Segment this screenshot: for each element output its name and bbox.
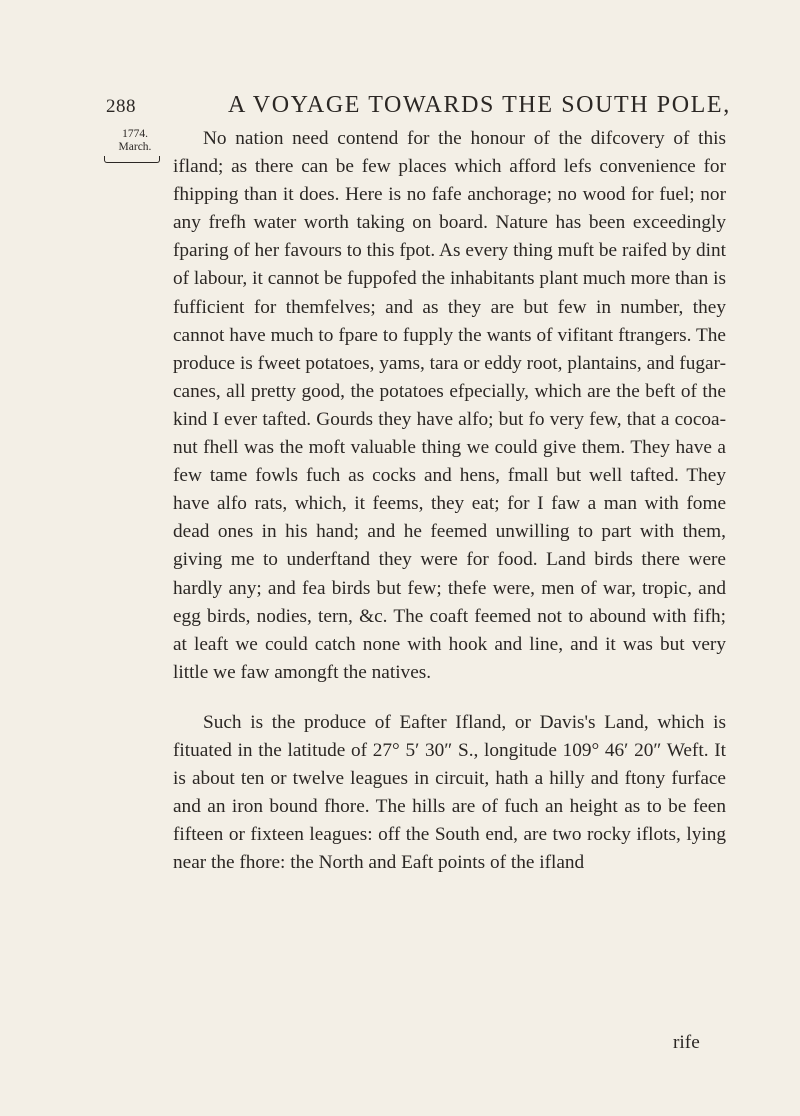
- body-text: [173, 125, 726, 877]
- paragraph-2: Such is the produce of Eafter Ifland, or Davis's Land, which is fituated in the latitude of 27° 5′ 30″ S., longitude 109° 46′ 20″ Weft. It is about ten or twelve leagues in circuit, hath a hilly and ftony furface and an iron bound fhore. The hills are of fuch an height as to be feen fifteen or fixteen leagues: off the South end, are two rocky iflots, lying near the fhore: the North and Eaft points of the ifland: [173, 711, 726, 874]
- margin-month: March.: [118, 141, 152, 153]
- catchword: rife: [673, 1032, 700, 1053]
- margin-year: 1774.: [122, 128, 148, 140]
- running-title: A VOYAGE TOWARDS THE SOUTH POLE,: [228, 92, 731, 118]
- page-number: 288: [106, 96, 136, 117]
- brace-ornament: [104, 156, 160, 163]
- paragraph-1: No nation need contend for the honour of the difcovery of this ifland; as there can be few places which afford lefs convenience for fhipping than it does. Here is no fafe anchorage; no wood for fuel; nor any frefh water worth taking on board. Nature has been exceedingly fparing of her favours to this fpot. As every thing muft be raifed by dint of labour, it cannot be fuppofed the inhabitants plant much more than is fufficient for themfelves; and as they are but few in number, they cannot have much to fpare to fupply the wants of vifitant ftrangers. The produce is fweet potatoes, yams, tara or eddy root, plantains, and fugar-canes, all pretty good, the potatoes efpecially, which are the beft of the kind I ever tafted. Gourds they have alfo; but fo very few, that a cocoa-nut fhell was the moft valuable thing we could give them. They have a few tame fowls fuch as cocks and hens, fmall but well tafted. They have alfo rats, which, it feems, they eat; for I faw a man with fome dead ones in his hand; and he feemed unwilling to part with them, giving me to underftand they were for food. Land birds there were hardly any; and fea birds but few; thefe were, men of war, tropic, and egg birds, nodies, tern, &c. The coaft feemed not to abound with fifh; at leaft we could catch none with hook and line, and it was but very little we faw amongft the natives.: [173, 128, 726, 683]
- margin-date-note: [104, 128, 166, 163]
